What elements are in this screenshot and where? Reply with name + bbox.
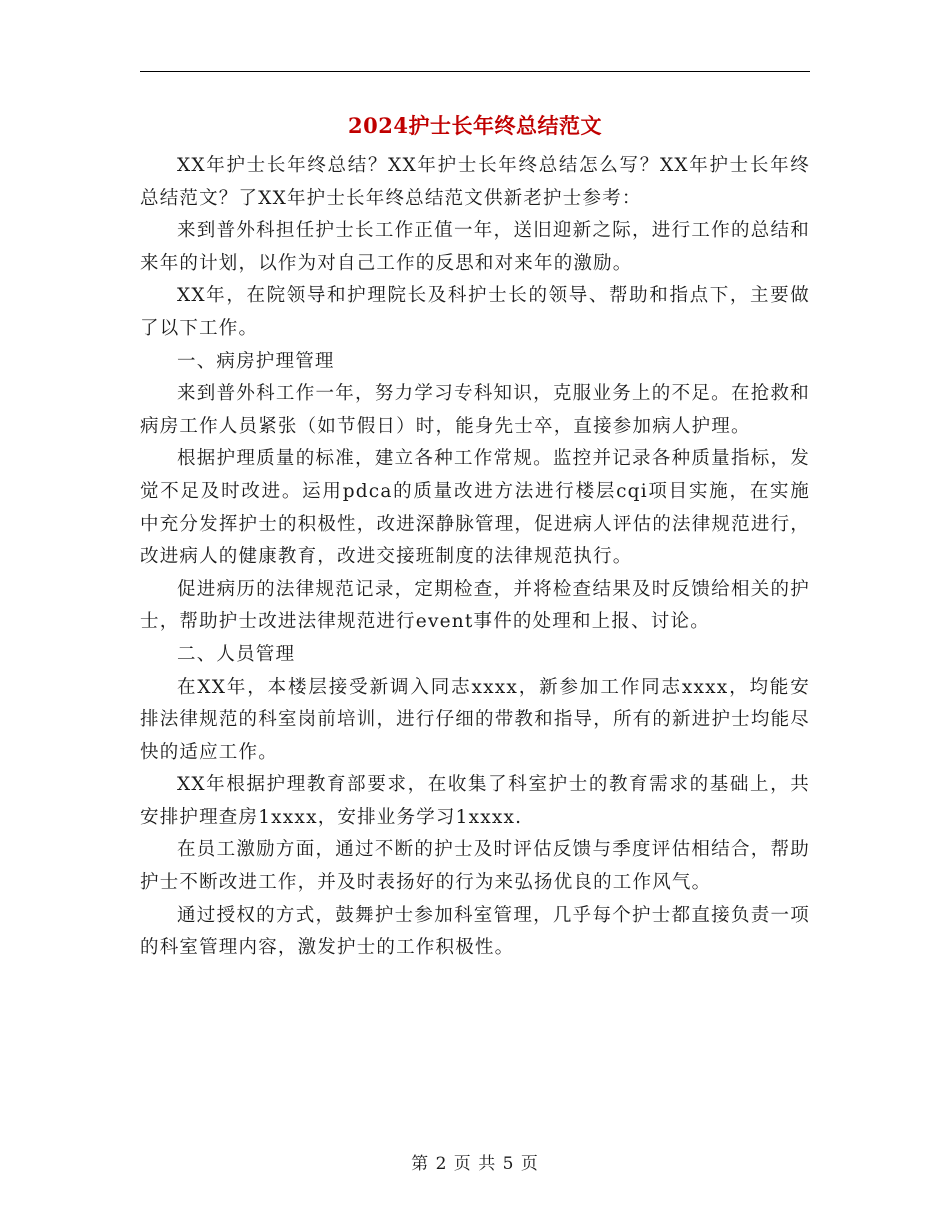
paragraph-staff-2: XX年根据护理教育部要求，在收集了科室护士的教育需求的基础上，共安排护理查房1xxxx，安排业务学习1xxxx.	[140, 774, 810, 828]
paragraph-staff-3: 在员工激励方面，通过不断的护士及时评估反馈与季度评估相结合，帮助护士不断改进工作，并及时表扬好的行为来弘扬优良的工作风气。	[140, 839, 810, 894]
paragraph-ward-2: 根据护理质量的标准，建立各种工作常规。监控并记录各种质量指标，发觉不足及时改进。运用pdca的质量改进方法进行楼层cqi项目实施，在实施中充分发挥护士的积极性，改进深静脉管理，促进病人评估的法律规范进行，改进病人的健康教育，改进交接班制度的法律规范执行。	[140, 448, 810, 568]
section-heading-ward-management: 一、病房护理管理	[177, 350, 335, 372]
header-rule	[140, 71, 810, 72]
paragraph-ward-1: 来到普外科工作一年，努力学习专科知识，克服业务上的不足。在抢救和病房工作人员紧张（如节假日）时，能身先士卒，直接参加病人护理。	[140, 383, 810, 437]
paragraph-ward-3: 促进病历的法律规范记录，定期检查，并将检查结果及时反馈给相关的护士，帮助护士改进法律规范进行event事件的处理和上报、讨论。	[140, 578, 810, 633]
page-number-footer: 第 2 页 共 5 页	[411, 1154, 539, 1174]
section-heading-staff-management: 二、人员管理	[177, 643, 296, 665]
document-body	[140, 150, 810, 965]
document-title: 2024护士长年终总结范文	[348, 113, 602, 138]
paragraph-intro: XX年护士长年终总结？XX年护士长年终总结怎么写？XX年护士长年终总结范文？了XX年护士长年终总结范文供新老护士参考：	[140, 155, 810, 209]
paragraph-staff-1: 在XX年，本楼层接受新调入同志xxxx，新参加工作同志xxxx，均能安排法律规范的科室岗前培训，进行仔细的带教和指导，所有的新进护士均能尽快的适应工作。	[140, 676, 810, 763]
paragraph-staff-4: 通过授权的方式，鼓舞护士参加科室管理，几乎每个护士都直接负责一项的科室管理内容，激发护士的工作积极性。	[140, 904, 810, 959]
paragraph-opening: 来到普外科担任护士长工作正值一年，送旧迎新之际，进行工作的总结和来年的计划，以作为对自己工作的反思和对来年的激励。	[140, 220, 810, 274]
paragraph-overview: XX年，在院领导和护理院长及科护士长的领导、帮助和指点下，主要做了以下工作。	[140, 285, 810, 339]
